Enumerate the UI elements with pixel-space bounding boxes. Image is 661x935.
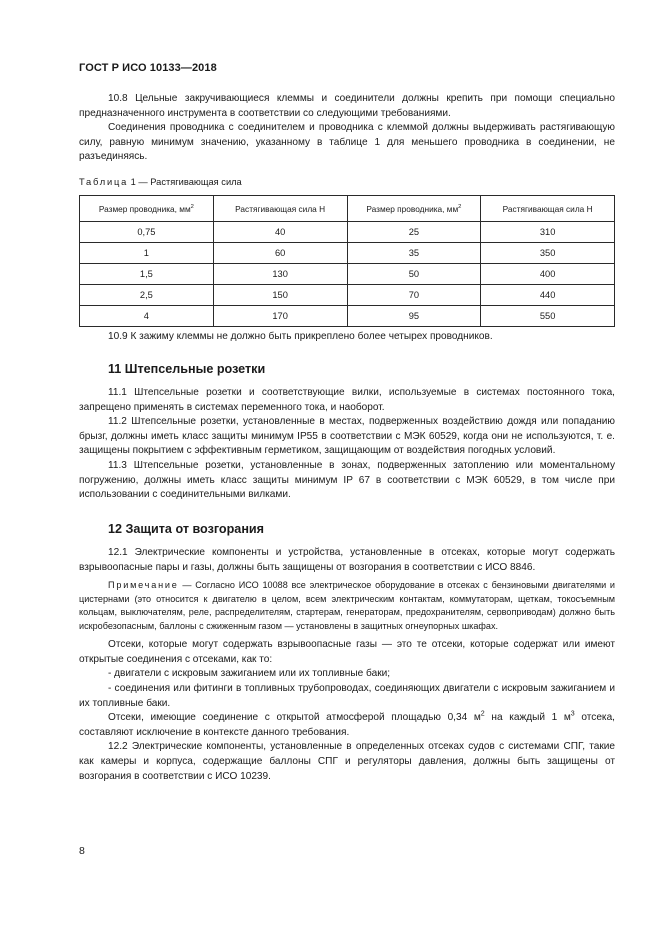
exception-paragraph: Отсеки, имеющие соединение с открытой атмосферой площадью 0,34 $м^2$ на каждый 1 $м^3$ отсека, составляют исключение в контексте данного требования. <box>79 710 615 738</box>
clause-11-3: 11.3 Штепсельные розетки, установленные в зонах, подверженных затоплению или моментальному погружению, должны иметь класс защиты минимум IP 67 в соответствии с МЭК 60529, в том числе при использовании с соединительными вилками. <box>79 459 615 501</box>
table-cell: 310 <box>481 222 615 243</box>
table-row <box>80 222 615 243</box>
table-cell: 150 <box>213 285 347 306</box>
table-cell: 550 <box>481 306 615 327</box>
table-caption-text: 1 — Растягивающая сила <box>130 177 242 187</box>
column-header: Растягивающая сила Н <box>481 196 615 222</box>
table-header-row <box>80 196 615 222</box>
column-header: Размер проводника, $мм^2$ <box>347 196 481 222</box>
table-row <box>80 285 615 306</box>
bullet-item: - двигатели с искровым зажиганием или их топливные баки; <box>108 668 391 680</box>
column-header: Растягивающая сила Н <box>213 196 347 222</box>
clause-10-8-paragraph: 10.8 Цельные закручивающиеся клеммы и соединители должны крепить при помощи специально предназначенного инструмента в соответствии со следующими требованиями. <box>79 93 615 119</box>
note-label: Примечание <box>108 580 179 591</box>
clause-10-8-paragraph-2: Соединения проводника с соединителем и проводника с клеммой должны выдерживать растягивающую силу, равную минимум значению, указанному в таблице 1 для меньшего проводника в соединении, не разъединяясь. <box>79 122 615 163</box>
clause-10-9 <box>79 330 615 345</box>
table-caption-label: Таблица <box>79 177 129 187</box>
table-cell: 40 <box>213 222 347 243</box>
table-cell: 2,5 <box>80 285 214 306</box>
table-cell: 130 <box>213 264 347 285</box>
table-cell: 35 <box>347 243 481 264</box>
table-cell: 60 <box>213 243 347 264</box>
clause-10-9-paragraph: 10.9 К зажиму клеммы не должно быть прикреплено более четырех проводников. <box>108 331 493 342</box>
table-row <box>80 243 615 264</box>
clause-12-1: 12.1 Электрические компоненты и устройства, установленные в отсеках, которые могут содержать взрывоопасные пары и газы, должны быть защищены от возгорания в соответствии с ИСО 8846. <box>79 547 615 573</box>
table-cell: 1,5 <box>80 264 214 285</box>
table-cell: 4 <box>80 306 214 327</box>
table-cell: 440 <box>481 285 615 306</box>
table-cell: 0,75 <box>80 222 214 243</box>
table-cell: 400 <box>481 264 615 285</box>
section-12-body <box>79 546 615 784</box>
section-12-heading: 12 Защита от возгорания <box>108 522 265 536</box>
table-row <box>80 264 615 285</box>
section-11-heading: 11 Штепсельные розетки <box>108 362 266 376</box>
table-cell: 50 <box>347 264 481 285</box>
note <box>79 579 615 633</box>
table-cell: 95 <box>347 306 481 327</box>
table-row <box>80 306 615 327</box>
page-number: 8 <box>79 845 85 857</box>
table-cell: 350 <box>481 243 615 264</box>
section-11-body <box>79 386 615 503</box>
explosive-compartments-paragraph: Отсеки, которые могут содержать взрывоопасные газы — это те отсеки, которые содержат или имеют открытые соединения с отсеками, как то: <box>79 639 615 665</box>
clause-12-2: 12.2 Электрические компоненты, установленные в определенных отсеках судов с системами СПГ, такие как камеры и корпуса, содержащие баллоны СПГ и регуляторы давления, должны быть защищены от возгорания в соответствии с ИСО 10239. <box>79 741 615 782</box>
table-cell: 1 <box>80 243 214 264</box>
note-text: — Согласно ИСО 10088 все электрическое оборудование в отсеках с бензиновыми двигателями и цистернами (это относится к двигателю в целом, всем электрическим контактам, коммутаторам, щеткам, токосъемным кольцам, выключателям, реле, распределителям, стартерам, генераторам, предохранителям, сервоприводам) должно быть искробезопасным, баллоны с сжиженным газом — установлены в защитных огнеупорных шкафах. <box>79 580 615 631</box>
table-cell: 70 <box>347 285 481 306</box>
clause-11-1: 11.1 Штепсельные розетки и соответствующие вилки, используемые в системах постоянного тока, запрещено применять в системах переменного тока, и наоборот. <box>79 387 615 413</box>
clause-11-2: 11.2 Штепсельные розетки, установленные в местах, подверженных воздействию дождя или попаданию брызг, должны иметь класс защиты минимум IP55 в соответствии с МЭК 60529, когда они не используются, т. е. защищены покрытием с эффективным герметиком, защищающим от воздействия погодных условий. <box>79 416 615 457</box>
table-caption <box>79 177 242 187</box>
tensile-force-table <box>79 195 615 327</box>
document-header: ГОСТ Р ИСО 10133—2018 <box>79 62 217 74</box>
bullet-item: - соединения или фитинги в топливных трубопроводах, соединяющих двигатели с искровым зажиганием и их топливные баки. <box>79 682 615 709</box>
table-cell: 25 <box>347 222 481 243</box>
clause-10-8 <box>79 92 615 165</box>
table-cell: 170 <box>213 306 347 327</box>
column-header: Размер проводника, $мм^2$ <box>80 196 214 222</box>
